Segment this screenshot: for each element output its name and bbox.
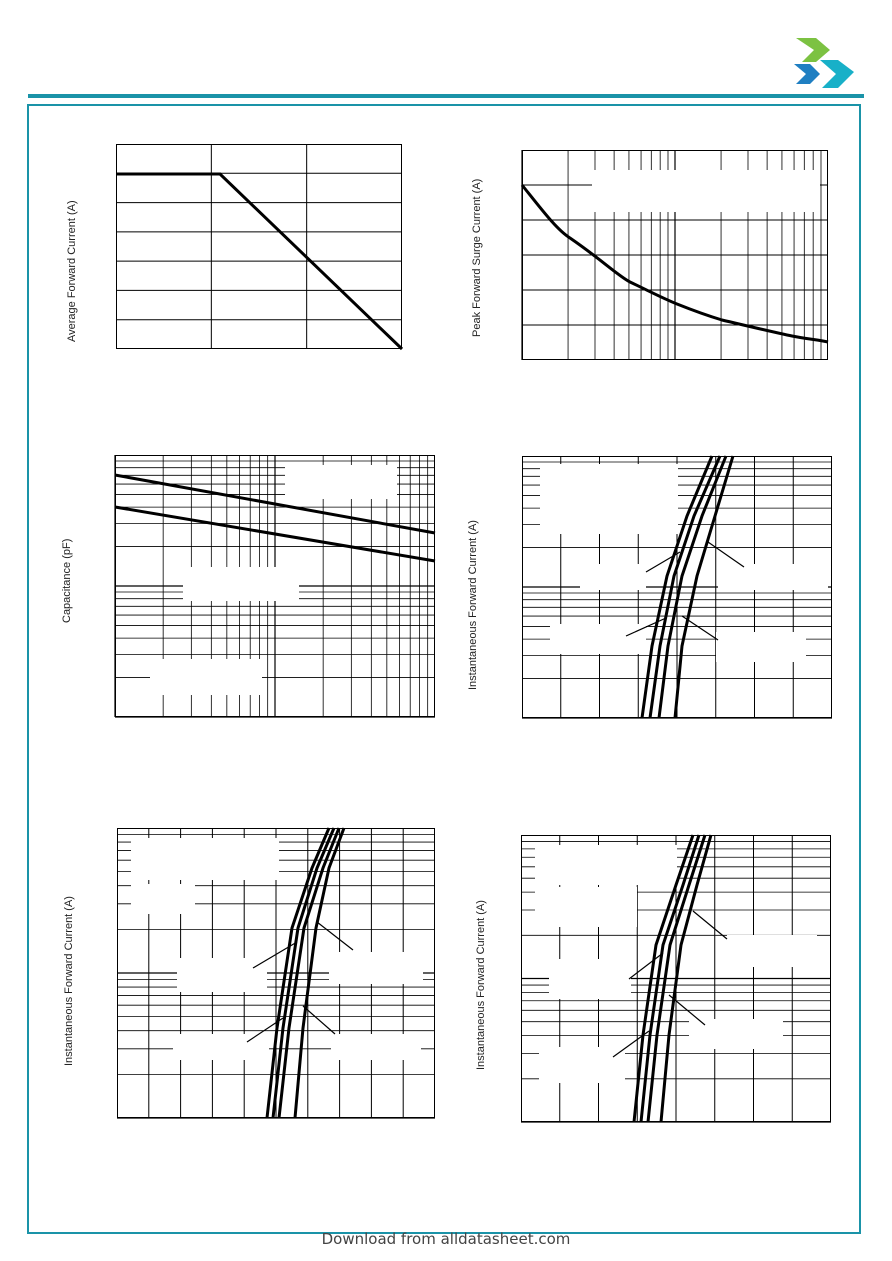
vf2-legend-box-1	[131, 838, 279, 880]
footer-download-text: Download from alldatasheet.com	[321, 1230, 571, 1248]
capacitance-legend-box	[285, 465, 397, 499]
capacitance-y-axis-label: Capacitance (pF)	[61, 538, 73, 623]
capacitance-note-box	[183, 567, 299, 601]
vf1-chart	[522, 456, 832, 718]
vf1-label-box-3	[550, 624, 646, 654]
surge-y-axis-label: Peak Forward Surge Current (A)	[471, 178, 483, 337]
vf3-label-box-2	[727, 935, 817, 967]
capacitance-axis-box	[150, 659, 262, 695]
derating-chart	[116, 144, 402, 349]
header-rule	[28, 94, 864, 98]
vf2-label-box-4	[331, 1034, 421, 1060]
chevron-logo-icon	[792, 36, 856, 94]
vf3-label-box-1	[549, 959, 631, 999]
vf3-chart	[521, 835, 831, 1122]
vf2-label-box-2	[329, 952, 423, 984]
surge-chart	[522, 150, 828, 360]
vf2-label-box-1	[177, 958, 267, 992]
vf3-label-box-4	[539, 1047, 625, 1083]
vf2-chart	[117, 828, 435, 1118]
vf1-label-box-1	[580, 564, 646, 590]
derating-y-axis-label: Average Forward Current (A)	[66, 200, 78, 342]
vf1-label-box-4	[716, 632, 806, 662]
vf1-legend-box	[540, 464, 678, 534]
vf2-legend-box-2	[131, 884, 195, 914]
vf3-legend-box-1	[535, 845, 677, 885]
vf3-legend-box-2	[535, 887, 637, 927]
vf1-label-box-2	[718, 564, 828, 590]
surge-legend-box	[592, 170, 820, 212]
vf2-label-box-3	[173, 1034, 269, 1060]
capacitance-chart	[115, 455, 435, 717]
vf3-y-axis-label: Instantaneous Forward Current (A)	[475, 900, 487, 1070]
vf2-y-axis-label: Instantaneous Forward Current (A)	[63, 896, 75, 1066]
vf1-y-axis-label: Instantaneous Forward Current (A)	[467, 520, 479, 690]
